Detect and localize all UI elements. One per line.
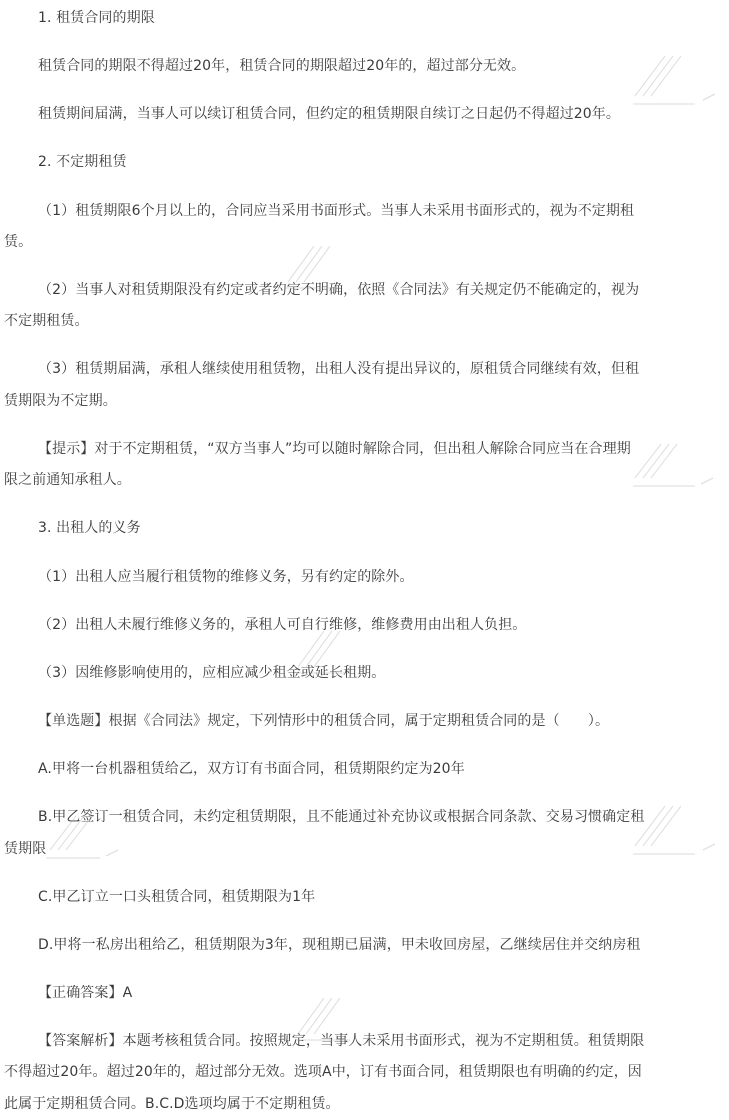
- section-heading-3: 3. 出租人的义务: [38, 520, 141, 536]
- question-stem: 【单选题】根据《合同法》规定，下列情形中的租赁合同，属于定期租赁合同的是（ ）。: [38, 713, 610, 729]
- tip-paragraph: 【提示】对于不定期租赁，“双方当事人”均可以随时解除合同，但出租人解除合同应当在合理期: [38, 441, 631, 457]
- paragraph: （2）当事人对租赁期限没有约定或者约定不明确，依照《合同法》有关规定仍不能确定的，视为: [38, 282, 640, 298]
- paragraph: （1）租赁期限6个月以上的，合同应当采用书面形式。当事人未采用书面形式的，视为不定期租: [38, 203, 635, 219]
- option-d: D.甲将一私房出租给乙，租赁期限为3年，现租期已届满，甲未收回房屋，乙继续居住并交纳房租: [38, 937, 641, 953]
- watermark-mark: [625, 48, 725, 118]
- paragraph: 租赁期间届满，当事人可以续订租赁合同，但约定的租赁期限自续订之日起仍不得超过20年。: [38, 106, 621, 122]
- explanation-continuation: 此属于定期租赁合同。B.C.D选项均属于不定期租赁。: [4, 1096, 340, 1112]
- option-b-continuation: 赁期限: [4, 841, 47, 857]
- section-heading-1: 1. 租赁合同的期限: [38, 10, 155, 26]
- tip-paragraph-continuation: 限之前通知承租人。: [4, 472, 131, 488]
- option-b: B.甲乙签订一租赁合同，未约定租赁期限，且不能通过补充协议或根据合同条款、交易习惯确定租: [38, 809, 645, 825]
- watermark-mark: [40, 810, 130, 870]
- option-a: A.甲将一台机器租赁给乙，双方订有书面合同，租赁期限约定为20年: [38, 761, 465, 777]
- paragraph-continuation: 不定期租赁。: [4, 313, 89, 329]
- option-c: C.甲乙订立一口头租赁合同，租赁期限为1年: [38, 889, 316, 905]
- paragraph: 租赁合同的期限不得超过20年，租赁合同的期限超过20年的，超过部分无效。: [38, 58, 526, 74]
- watermark-mark: [625, 798, 725, 868]
- paragraph: （2）出租人未履行维修义务的，承租人可自行维修，维修费用由出租人负担。: [38, 617, 527, 633]
- correct-answer: 【正确答案】A: [38, 985, 133, 1001]
- watermark-mark: [290, 992, 380, 1052]
- section-heading-2: 2. 不定期租赁: [38, 154, 127, 170]
- watermark-mark: [625, 438, 725, 498]
- explanation-continuation: 不得超过20年。超过20年的，超过部分无效。选项A中，订有书面合同，租赁期限也有明确的约定，因: [4, 1064, 642, 1080]
- watermark-mark: [280, 240, 370, 300]
- watermark-mark: [290, 625, 380, 685]
- paragraph-continuation: 赁期限为不定期。: [4, 393, 117, 409]
- explanation: 【答案解析】本题考核租赁合同。按照规定，当事人未采用书面形式，视为不定期租赁。租赁期限: [38, 1033, 645, 1049]
- paragraph-continuation: 赁。: [4, 234, 33, 250]
- paragraph: （3）因维修影响使用的，应相应减少租金或延长租期。: [38, 665, 386, 681]
- paragraph: （1）出租人应当履行租赁物的维修义务，另有约定的除外。: [38, 569, 414, 585]
- paragraph: （3）租赁期届满，承租人继续使用租赁物，出租人没有提出异议的，原租赁合同继续有效，但租: [38, 361, 640, 377]
